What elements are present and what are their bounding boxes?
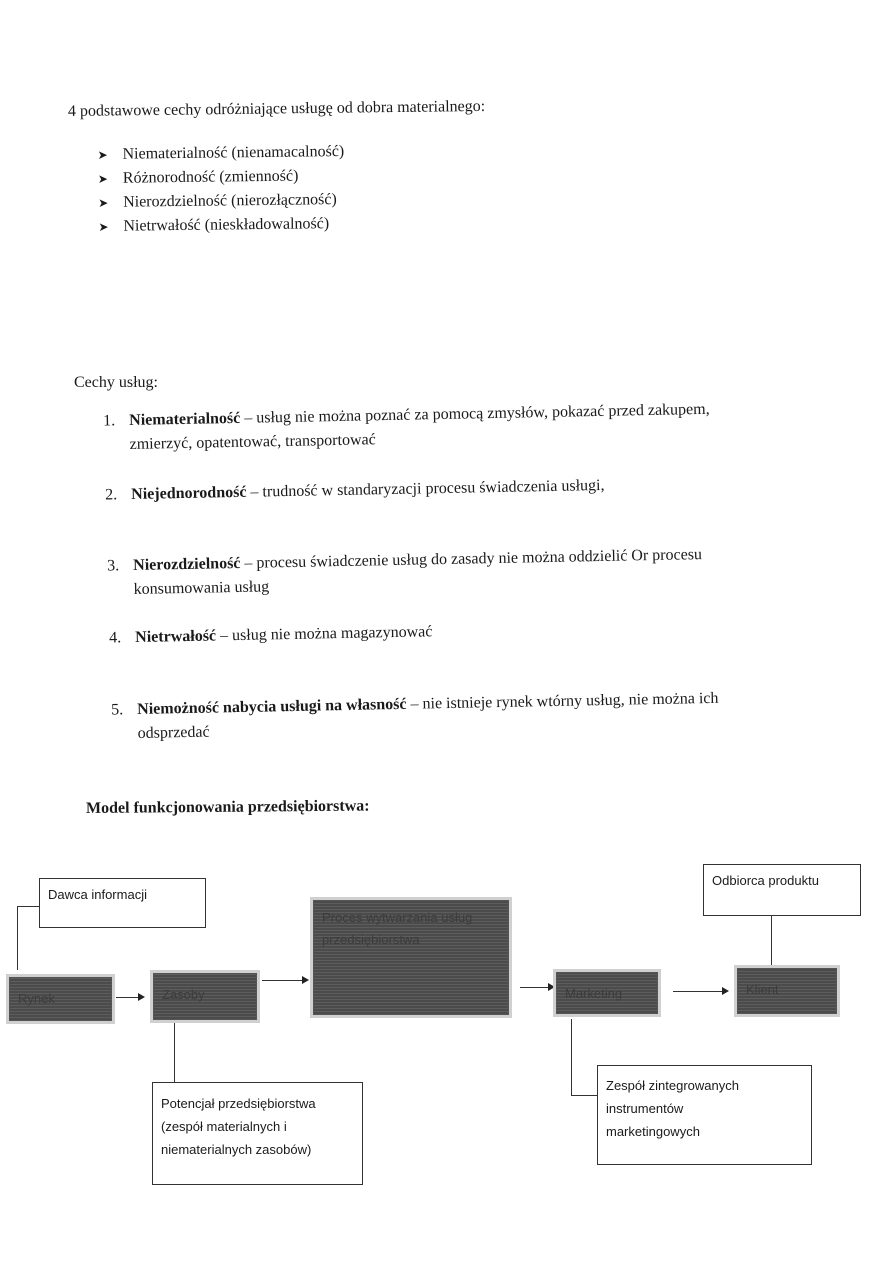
list-item bbox=[98, 164, 345, 191]
list-item bbox=[105, 471, 731, 507]
arrow-bullet-icon: ➤ bbox=[98, 195, 109, 210]
feature-description: – usług nie można magazynować bbox=[215, 623, 433, 645]
list-item bbox=[98, 188, 345, 215]
arrow-line bbox=[673, 991, 723, 992]
basic-features-list bbox=[97, 140, 345, 239]
services-title: Cechy usług: bbox=[74, 374, 158, 391]
arrow-bullet-icon: ➤ bbox=[97, 171, 109, 187]
potential-line: (zespół materialnych i bbox=[161, 1119, 287, 1134]
connector-line bbox=[771, 915, 772, 969]
feature-term: Niemożność nabycia usługi na własność bbox=[137, 695, 407, 718]
item-number: 5. bbox=[111, 701, 124, 719]
client-box bbox=[737, 968, 837, 1014]
arrow-bullet-icon: ➤ bbox=[97, 147, 108, 163]
feature-label: Różnorodność (zmienność) bbox=[122, 167, 299, 187]
feature-label: Nietrwałość (nieskładowalność) bbox=[123, 215, 330, 235]
arrow-line bbox=[520, 987, 549, 988]
marketing-box bbox=[556, 972, 658, 1014]
market-box bbox=[9, 977, 112, 1021]
feature-label: Nierozdzielność (nierozłączność) bbox=[123, 191, 337, 211]
product-recipient-label: Odbiorca produktu bbox=[712, 873, 819, 888]
item-number: 1. bbox=[103, 412, 116, 430]
marketing-instruments-box bbox=[597, 1065, 812, 1165]
arrow-bullet-icon: ➤ bbox=[98, 219, 109, 234]
marketing-line: instrumentów bbox=[606, 1101, 684, 1116]
resources-label: Zasoby bbox=[162, 987, 205, 1002]
list-item bbox=[107, 542, 734, 602]
intro-text: 4 podstawowe cechy odróżniające usługę od dobra materialnego: bbox=[67, 97, 486, 120]
connector-line bbox=[17, 906, 18, 970]
marketing-label: Marketing bbox=[565, 986, 623, 1001]
resources-box bbox=[153, 973, 257, 1020]
list-item bbox=[98, 212, 345, 239]
feature-description: – nie istnieje rynek wtórny usług, nie można ich odsprzedać bbox=[137, 689, 719, 742]
item-number: 2. bbox=[105, 486, 118, 504]
market-label: Rynek bbox=[18, 991, 55, 1006]
product-recipient-box bbox=[703, 864, 861, 916]
arrow-line bbox=[116, 997, 139, 998]
connector-line bbox=[571, 1019, 572, 1095]
arrow-right-icon bbox=[302, 976, 309, 984]
potential-line: Potencjał przedsiębiorstwa bbox=[161, 1096, 316, 1111]
marketing-line: marketingowych bbox=[606, 1124, 700, 1139]
connector-line bbox=[174, 1023, 175, 1091]
item-number: 3. bbox=[107, 557, 120, 575]
marketing-line: Zespół zintegrowanych bbox=[606, 1078, 739, 1093]
process-box bbox=[313, 900, 509, 1015]
feature-description: – procesu świadczenie usług do zasady nie można oddzielić Or procesu konsumowania usług bbox=[133, 546, 703, 598]
info-giver-label: Dawca informacji bbox=[48, 887, 147, 902]
feature-term: Nietrwałość bbox=[135, 627, 217, 646]
feature-term: Niejednorodność bbox=[131, 483, 247, 503]
list-item bbox=[103, 397, 730, 457]
connector-line bbox=[571, 1095, 599, 1096]
arrow-right-icon bbox=[138, 993, 145, 1001]
feature-term: Nierozdzielność bbox=[133, 554, 241, 574]
feature-term: Niematerialność bbox=[129, 409, 241, 429]
list-item bbox=[97, 140, 344, 167]
feature-description: – trudność w standaryzacji procesu świadczenia usługi, bbox=[246, 476, 605, 501]
arrow-right-icon bbox=[548, 983, 555, 991]
feature-label: Niematerialność (nienamacalność) bbox=[122, 142, 345, 163]
potential-line: niematerialnych zasobów) bbox=[161, 1142, 312, 1157]
arrow-line bbox=[262, 980, 303, 981]
feature-description: – usług nie można poznać za pomocą zmysłów, pokazać przed zakupem, zmierzyć, opatentować, transportować bbox=[129, 400, 710, 453]
list-item bbox=[109, 614, 735, 650]
item-number: 4. bbox=[109, 629, 122, 647]
list-item bbox=[111, 686, 738, 746]
client-label: Klient bbox=[746, 982, 779, 997]
model-title: Model funkcjonowania przedsiębiorstwa: bbox=[85, 797, 370, 817]
process-label: Proces wytwarzania usług przedsiębiorstwa bbox=[322, 910, 473, 947]
potential-box bbox=[152, 1082, 363, 1185]
arrow-right-icon bbox=[722, 987, 729, 995]
info-giver-box bbox=[39, 878, 206, 928]
connector-line bbox=[17, 906, 39, 907]
